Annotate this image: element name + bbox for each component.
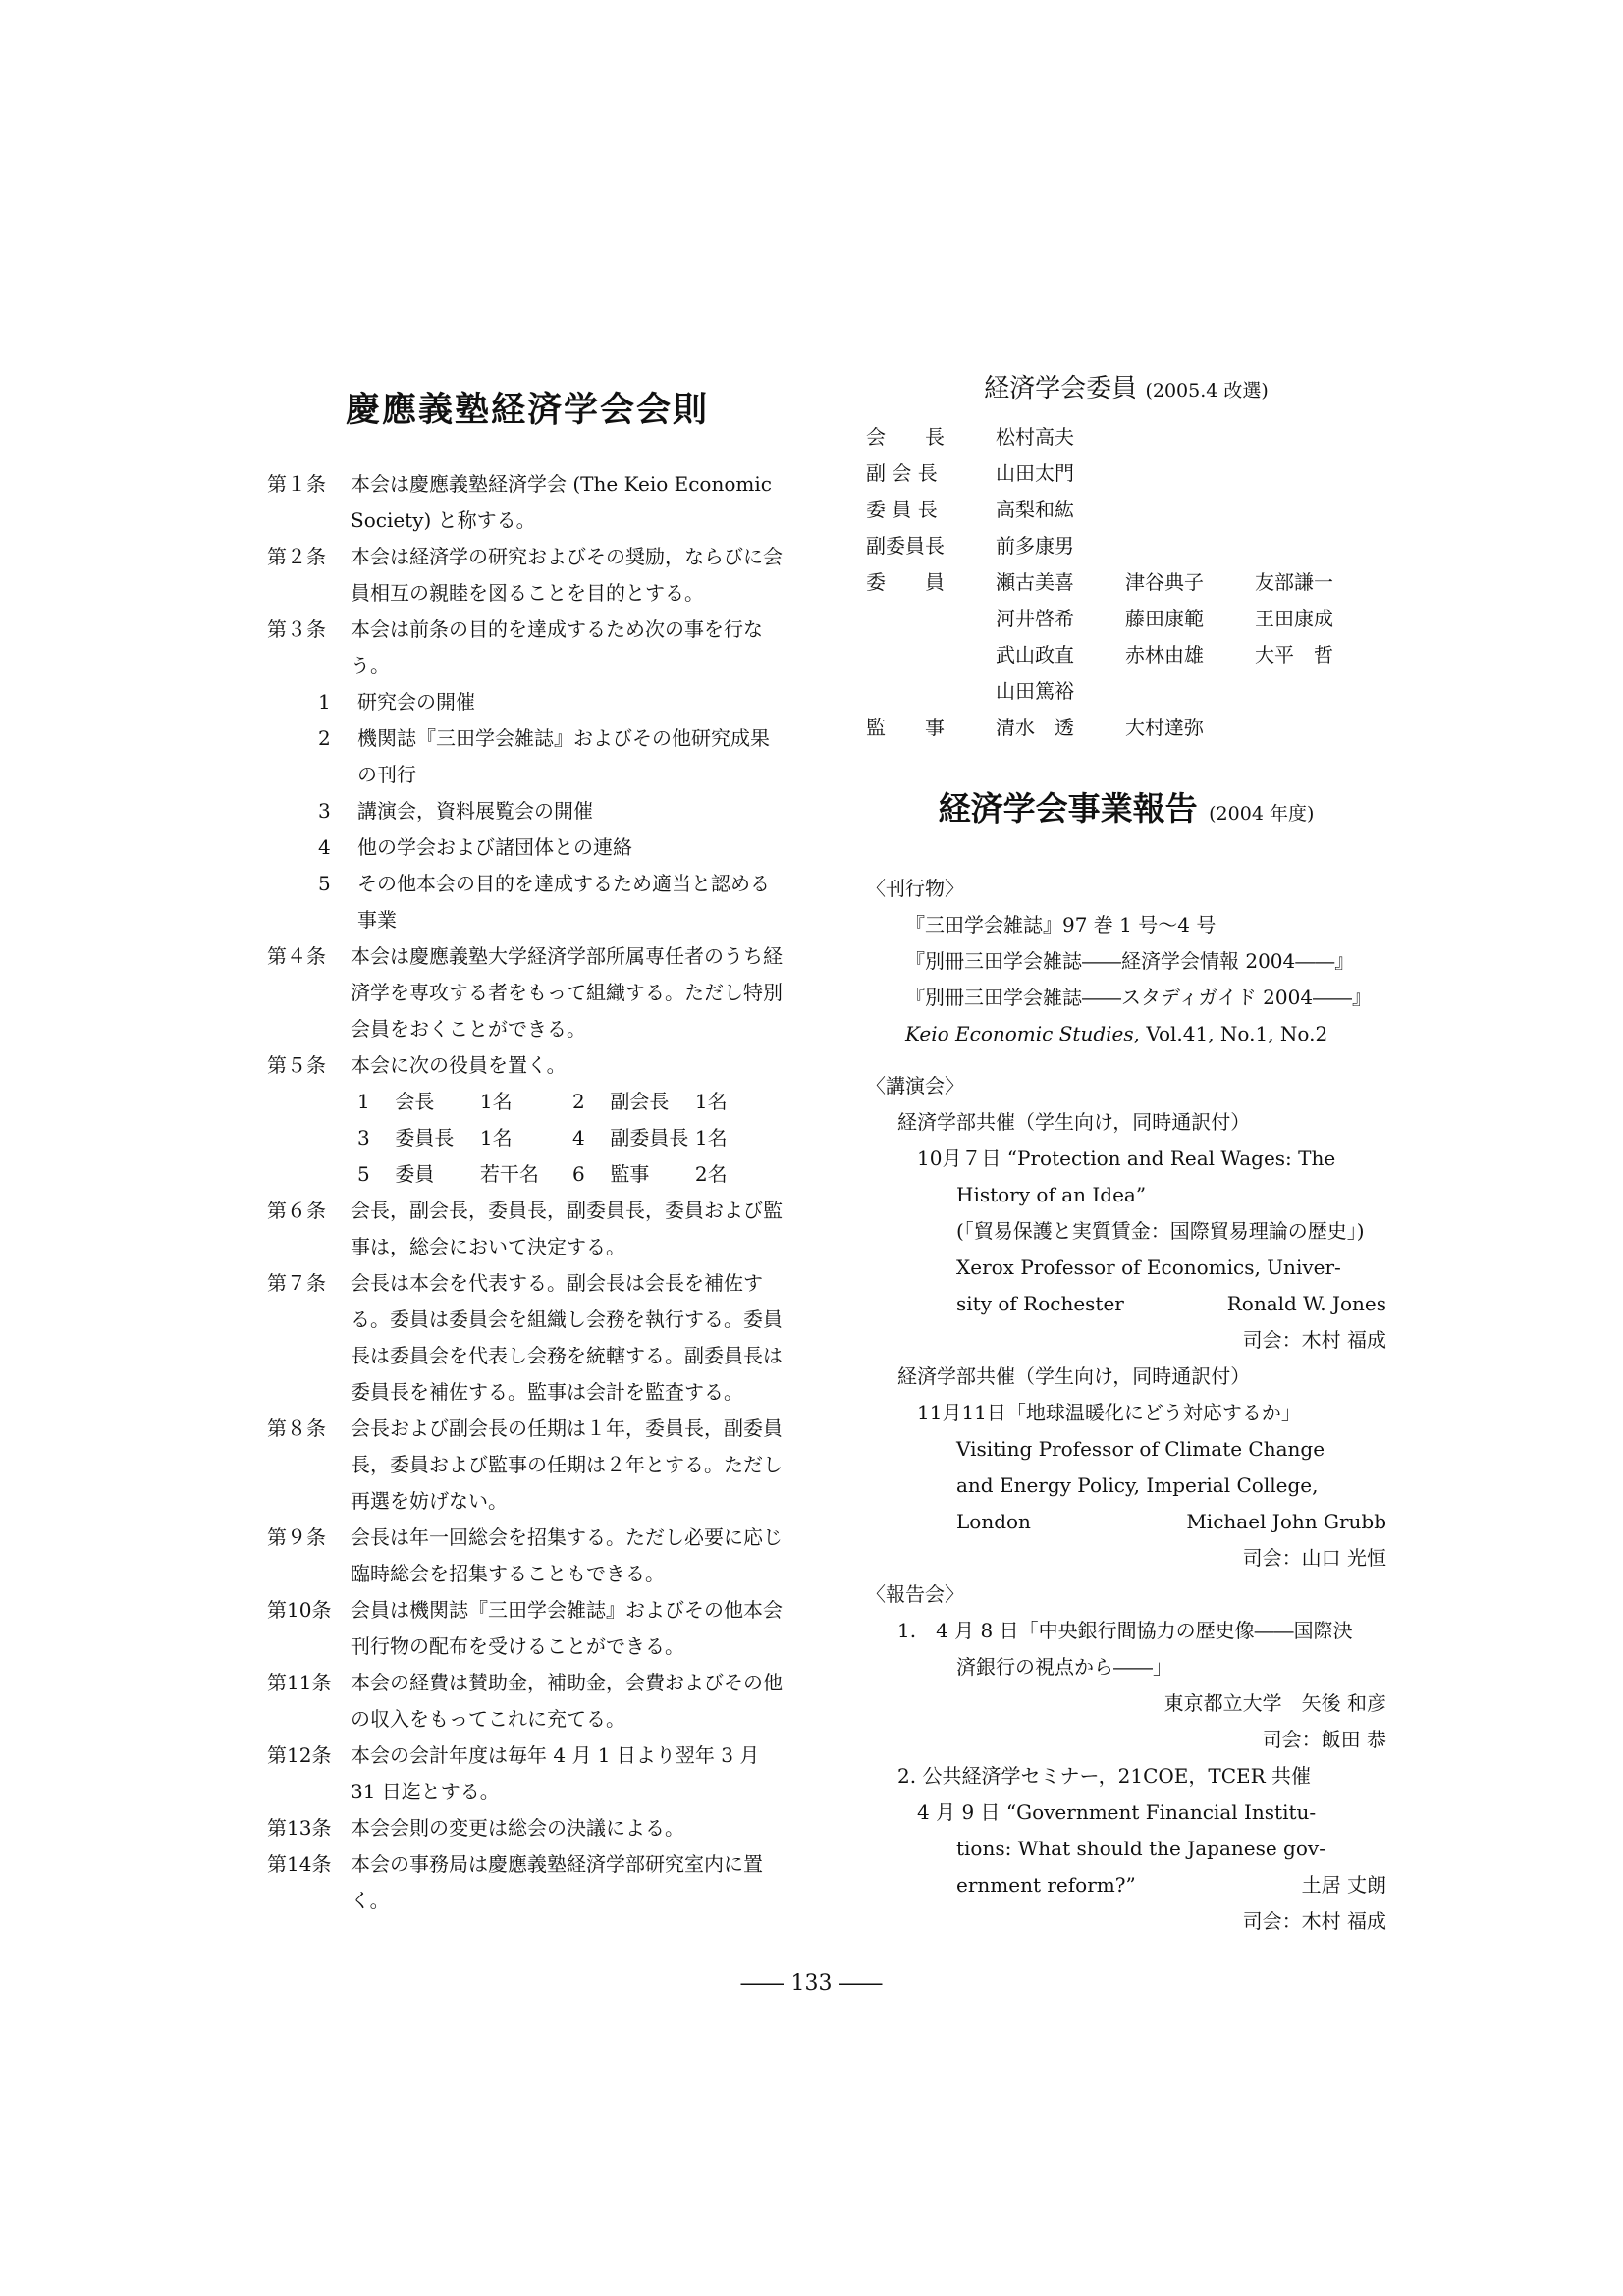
committee-note: (2005.4 改選) <box>1145 380 1269 401</box>
member-row <box>866 673 1386 710</box>
member-name: 瀬古美喜 <box>996 570 1074 594</box>
lecture-title: 10月７日 “Protection and Real Wages: The <box>917 1147 1336 1170</box>
member-row <box>866 637 1386 673</box>
publication-item: 『別冊三田学会雑誌――スタディガイド 2004――』 <box>905 986 1373 1009</box>
article-text: 会員は機関誌『三田学会雑誌』およびその他本会刊行物の配布を受けることができる。 <box>351 1598 783 1658</box>
article-text: 本会は慶應義塾経済学会 (The Keio Economic Society) と称する。 <box>351 472 772 532</box>
speaker-affiliation: sity of Rochester <box>956 1292 1124 1315</box>
lecture-host: 経済学部共催（学生向け，同時通訳付） <box>897 1364 1251 1388</box>
member-row <box>866 492 1386 528</box>
member-name: 大平 哲 <box>1255 643 1333 667</box>
member-role: 委 員 長 <box>866 498 938 521</box>
speaker-line <box>866 1867 1386 1903</box>
article-number: 第４条 <box>267 944 326 968</box>
article-number: 第５条 <box>267 1053 326 1077</box>
article <box>267 1846 787 1919</box>
officer-number: 4 <box>572 1126 585 1149</box>
article-number: 第２条 <box>267 545 326 568</box>
article-number: 第10条 <box>267 1598 332 1622</box>
report-title <box>866 783 1386 829</box>
officer-row <box>267 1120 787 1156</box>
officer-count: 1名 <box>479 1090 513 1113</box>
member-name: 赤林由雄 <box>1125 643 1204 667</box>
article-text: 本会は経済学の研究およびその奨励，ならびに会員相互の親睦を図ることを目的とする。 <box>351 545 783 605</box>
member-name: 津谷典子 <box>1125 570 1204 594</box>
article-number: 第３条 <box>267 617 326 641</box>
officer-row <box>267 1156 787 1193</box>
officer-count: 1名 <box>694 1090 728 1113</box>
member-name: 松村高夫 <box>996 425 1074 449</box>
article-number: 第12条 <box>267 1743 332 1767</box>
officer-number: 5 <box>357 1162 370 1186</box>
member-role: 委 員 <box>866 570 945 594</box>
article <box>267 1592 787 1665</box>
speaker-line <box>866 1504 1386 1540</box>
committee-title-text: 経済学会委員 <box>984 374 1138 403</box>
member-row <box>866 419 1386 455</box>
report-note: (2004 年度) <box>1209 803 1315 825</box>
item-text: 研究会の開催 <box>357 690 475 714</box>
chair: 司会：山口 光恒 <box>1242 1546 1386 1570</box>
item-text: 他の学会および諸団体との連絡 <box>357 835 632 859</box>
article-number: 第６条 <box>267 1199 326 1222</box>
speaker-affiliation: and Energy Policy, Imperial College, <box>956 1473 1319 1497</box>
article-number: 第８条 <box>267 1416 326 1440</box>
member-row <box>866 528 1386 564</box>
officer-number: 6 <box>572 1162 585 1186</box>
article-text: 会長，副会長，委員長，副委員長，委員および監事は，総会において決定する。 <box>351 1199 783 1258</box>
member-name: 山田篤裕 <box>996 679 1074 703</box>
list-item <box>267 684 787 721</box>
report-item: 2. 公共経済学セミナー，21COE，TCER 共催 <box>897 1764 1312 1788</box>
member-name: 友部謙一 <box>1255 570 1333 594</box>
speaker-affiliation: Xerox Professor of Economics, Univer- <box>956 1255 1341 1279</box>
lecture-title: 11月11日「地球温暖化にどう対応するか」 <box>917 1401 1301 1424</box>
report-item: 1. 4 月 8 日「中央銀行間協力の歴史像――国際決 <box>897 1619 1353 1642</box>
lectures-heading: 〈講演会〉 <box>866 1074 964 1097</box>
chair: 司会：木村 福成 <box>1242 1328 1386 1352</box>
member-role <box>866 601 996 637</box>
member-role: 副 会 長 <box>866 461 938 485</box>
item-number: 1 <box>318 690 331 714</box>
list-item <box>267 866 787 938</box>
report-item-cont: tions: What should the Japanese gov- <box>956 1837 1325 1860</box>
speaker-affiliation: Visiting Professor of Climate Change <box>956 1437 1325 1461</box>
article <box>267 466 787 539</box>
member-role <box>866 673 996 710</box>
chair: 司会：木村 福成 <box>1242 1909 1386 1933</box>
officer-title: 会長 <box>395 1090 435 1113</box>
officer-count: 若干名 <box>479 1162 539 1186</box>
committee-column <box>866 368 1386 1940</box>
chair: 司会：飯田 恭 <box>1262 1728 1386 1751</box>
member-row <box>866 455 1386 492</box>
member-name: 河井啓希 <box>996 607 1074 630</box>
officer-count: 1名 <box>479 1126 513 1149</box>
publications-heading: 〈刊行物〉 <box>866 877 964 900</box>
item-number: 4 <box>318 835 331 859</box>
page-number: ―― 133 ―― <box>740 1971 883 1996</box>
item-text: 機関誌『三田学会雑誌』およびその他研究成果の刊行 <box>357 726 770 786</box>
article-number: 第11条 <box>267 1671 332 1694</box>
member-row <box>866 564 1386 601</box>
article <box>267 1411 787 1520</box>
member-name: 武山政直 <box>996 643 1074 667</box>
member-name: 清水 透 <box>996 716 1074 739</box>
article <box>267 539 787 612</box>
article <box>267 1737 787 1810</box>
lecture-title-jp: (「貿易保護と実質賃金：国際貿易理論の歴史」) <box>956 1219 1365 1243</box>
member-name: 山田太門 <box>996 461 1074 485</box>
article-number: 第13条 <box>267 1816 332 1840</box>
article <box>267 938 787 1047</box>
article-text: 会長および副会長の任期は１年，委員長，副委員長，委員および監事の任期は２年とする。ただし再選を妨げない。 <box>351 1416 783 1513</box>
list-item <box>267 721 787 793</box>
officer-count: 1名 <box>694 1126 728 1149</box>
article-text: 本会は慶應義塾大学経済学部所属専任者のうち経済学を専攻する者をもって組織する。ただし特別会員をおくことができる。 <box>351 944 783 1041</box>
journal-volume: , Vol.41, No.1, No.2 <box>1133 1022 1328 1045</box>
article-text: 本会は前条の目的を達成するため次の事を行なう。 <box>351 617 763 677</box>
bylaws-column <box>267 368 787 1919</box>
item-number: 3 <box>318 799 331 823</box>
list-item <box>267 829 787 866</box>
speaker-name: Ronald W. Jones <box>1226 1292 1386 1315</box>
speaker-name: 東京都立大学 矢後 和彦 <box>1163 1691 1386 1715</box>
lecture-host: 経済学部共催（学生向け，同時通訳付） <box>897 1110 1251 1134</box>
officer-title: 副委員長 <box>610 1126 689 1149</box>
officer-number: 1 <box>357 1090 370 1113</box>
report-item-title: 4 月 9 日 “Government Financial Institu- <box>917 1800 1317 1824</box>
article-number: 第７条 <box>267 1271 326 1295</box>
speaker-name: Michael John Grubb <box>1186 1510 1386 1533</box>
member-name: 藤田康範 <box>1125 607 1204 630</box>
lecture-title-cont: History of an Idea” <box>956 1183 1147 1206</box>
officer-title: 副会長 <box>610 1090 670 1113</box>
article <box>267 1665 787 1737</box>
officer-title: 委員長 <box>395 1126 455 1149</box>
officer-title: 委員 <box>395 1162 435 1186</box>
journal-title: Keio Economic Studies <box>905 1022 1134 1045</box>
list-item <box>267 793 787 829</box>
article <box>267 1265 787 1411</box>
officer-row <box>267 1084 787 1120</box>
report-item-cont: 済銀行の視点から――」 <box>956 1655 1172 1679</box>
item-number: 5 <box>318 872 331 895</box>
item-text: その他本会の目的を達成するため適当と認める事業 <box>357 872 770 932</box>
article-text: 本会の事務局は慶應義塾経済学部研究室内に置く。 <box>351 1852 763 1912</box>
member-row <box>866 710 1386 746</box>
member-role <box>866 637 996 673</box>
article <box>267 612 787 684</box>
article-text: 会長は年一回総会を招集する。ただし必要に応じ臨時総会を招集することもできる。 <box>351 1525 783 1585</box>
member-role: 副委員長 <box>866 534 945 558</box>
officer-number: 3 <box>357 1126 370 1149</box>
article-number: 第９条 <box>267 1525 326 1549</box>
article-text: 本会の会計年度は毎年 4 月 1 日より翌年 3 月 31 日迄とする。 <box>351 1743 760 1803</box>
article <box>267 1193 787 1265</box>
publication-item: 『別冊三田学会雑誌――経済学会情報 2004――』 <box>905 949 1355 973</box>
article-text: 本会会則の変更は総会の決議による。 <box>351 1816 684 1840</box>
publication-item: 『三田学会雑誌』97 巻 1 号〜4 号 <box>905 913 1217 936</box>
article-text: 会長は本会を代表する。副会長は会長を補佐する。委員は委員会を組織し会務を執行する。委員長は委員会を代表し会務を統轄する。副委員長は委員長を補佐する。監事は会計を監査する。 <box>351 1271 783 1404</box>
officer-title: 監事 <box>610 1162 650 1186</box>
publication-item <box>866 1016 1386 1052</box>
article-number: 第１条 <box>267 472 326 496</box>
member-name: 高梨和紘 <box>996 498 1074 521</box>
officer-number: 2 <box>572 1090 585 1113</box>
speaker-line <box>866 1286 1386 1322</box>
member-role: 監 事 <box>866 716 945 739</box>
member-role: 会 長 <box>866 425 945 449</box>
member-row <box>866 601 1386 637</box>
committee-title <box>866 368 1386 404</box>
report-title-text: 経済学会事業報告 <box>938 789 1198 828</box>
reports-heading: 〈報告会〉 <box>866 1582 964 1606</box>
member-name: 前多康男 <box>996 534 1074 558</box>
speaker-name: 土居 丈朗 <box>1301 1873 1386 1896</box>
officer-count: 2名 <box>694 1162 728 1186</box>
member-name: 王田康成 <box>1255 607 1333 630</box>
article-text: 本会の経費は賛助金，補助金，会費およびその他の収入をもってこれに充てる。 <box>351 1671 783 1731</box>
item-text: 講演会，資料展覧会の開催 <box>357 799 593 823</box>
speaker-affiliation: London <box>956 1510 1031 1533</box>
article-text: 本会に次の役員を置く。 <box>351 1053 567 1077</box>
article-number: 第14条 <box>267 1852 332 1876</box>
article <box>267 1520 787 1592</box>
report-item-cont: ernment reform?” <box>956 1873 1136 1896</box>
article <box>267 1047 787 1084</box>
item-number: 2 <box>318 726 331 750</box>
article <box>267 1810 787 1846</box>
member-name: 大村達弥 <box>1125 716 1204 739</box>
bylaws-title: 慶應義塾経済学会会則 <box>345 390 709 430</box>
